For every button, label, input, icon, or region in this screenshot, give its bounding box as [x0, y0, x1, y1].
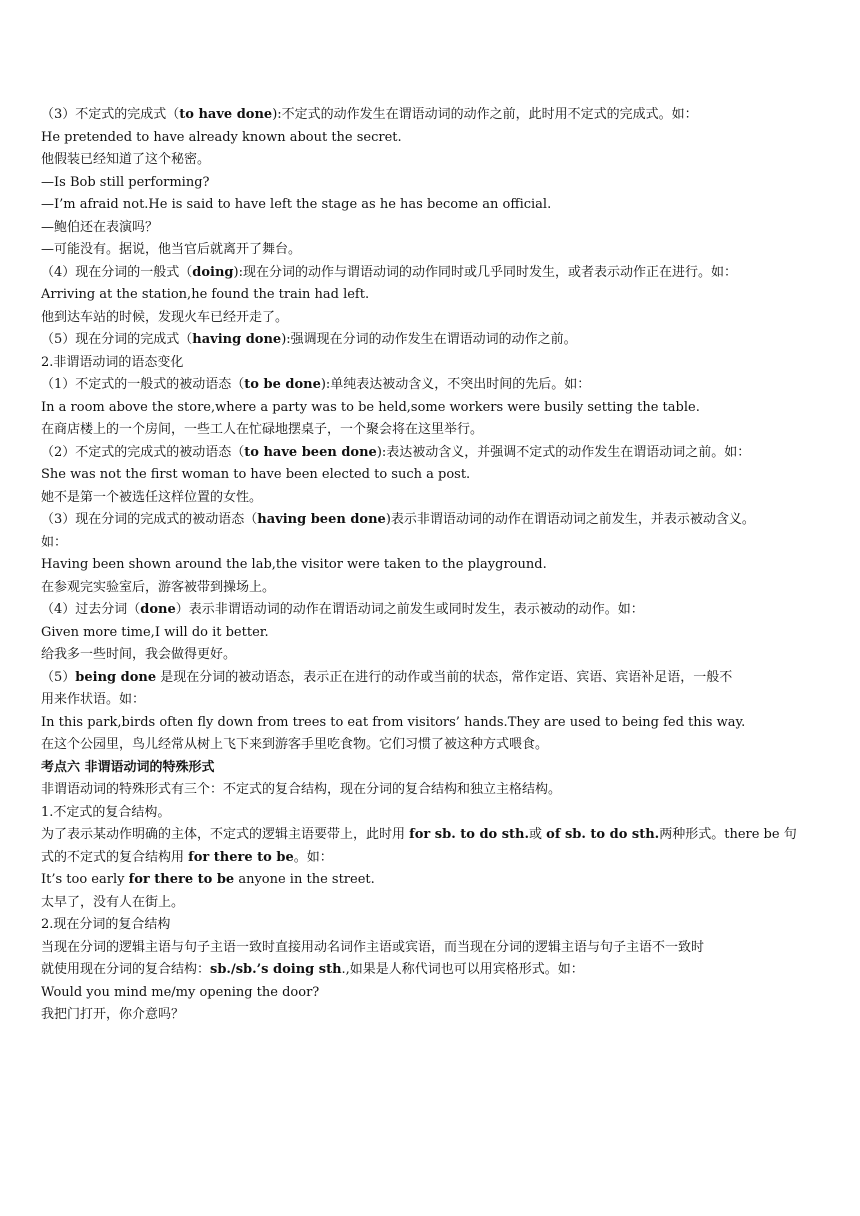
text-segment: （4）过去分词（	[41, 602, 141, 617]
text-segment: 如：	[41, 534, 68, 550]
text-segment: —I’m afraid not.He is said to have left the stage as he has become an official.	[41, 197, 552, 212]
bold-term: doing	[192, 264, 234, 280]
bold-term: sb./sb.’s doing sth	[210, 962, 342, 977]
text-segment: In this park,birds often fly down from trees to eat from visitors’ hands.They are used to being fed this way.	[41, 714, 746, 730]
text-line	[41, 914, 821, 937]
text-line	[41, 464, 821, 487]
text-line	[41, 352, 821, 375]
text-line	[41, 757, 821, 780]
text-line	[41, 554, 821, 577]
text-line	[41, 667, 821, 690]
text-segment: ）表示非谓语动词的动作在谓语动词之前发生或同时发生，表示被动的动作。如：	[175, 602, 644, 617]
text-segment: 两种形式。there be 句	[659, 827, 797, 842]
bold-term: of sb. to do sth.	[546, 827, 660, 842]
text-segment: .,如果是人称代词也可以用宾格形式。如：	[341, 962, 584, 977]
text-line	[41, 532, 821, 555]
text-segment: 在参观完实验室后，游客被带到操场上。	[41, 579, 276, 595]
text-segment: She was not the first woman to have been elected to such a post.	[41, 467, 471, 482]
bold-term: for there to be	[188, 849, 294, 865]
text-segment: 式的不定式的复合结构用	[41, 849, 189, 865]
text-line	[41, 374, 821, 397]
text-segment: 在商店楼上的一个房间，一些工人在忙碌地摆桌子，一个聚会将在这里举行。	[41, 422, 484, 437]
text-line	[41, 802, 821, 825]
text-line	[41, 622, 821, 645]
text-line	[41, 892, 821, 915]
text-segment: 她不是第一个被选任这样位置的女性。	[41, 489, 263, 505]
text-segment: He pretended to have already known about the secret.	[41, 129, 402, 145]
bold-term: having done	[192, 332, 282, 347]
text-line	[41, 442, 821, 465]
text-segment: In a room above the store,where a party was to be held,some workers were busily setting the table.	[41, 399, 700, 415]
text-line	[41, 172, 821, 195]
text-line	[41, 419, 821, 442]
text-line	[41, 307, 821, 330]
text-segment: （5）现在分词的完成式（	[41, 332, 193, 347]
text-segment: 当现在分词的逻辑主语与句子主语一致时直接用动名词作主语或宾语，而当现在分词的逻辑主语与句子主语不一致时	[41, 939, 705, 955]
document-body	[41, 104, 821, 1027]
text-line	[41, 869, 821, 892]
text-line	[41, 824, 821, 847]
text-segment: ):现在分词的动作与谓语动词的动作同时或几乎同时发生，或者表示动作正在进行。如：	[233, 264, 737, 280]
text-segment: 非谓语动词的特殊形式有三个：不定式的复合结构，现在分词的复合结构和独立主格结构。	[41, 782, 562, 797]
text-segment: 用来作状语。如：	[41, 692, 146, 707]
text-line	[41, 1004, 821, 1027]
text-segment: 给我多一些时间，我会做得更好。	[41, 647, 237, 662]
text-segment: 就使用现在分词的复合结构：	[41, 962, 211, 977]
text-segment: ):表达被动含义，并强调不定式的动作发生在谓语动词之前。如：	[376, 444, 751, 460]
text-segment: Having been shown around the lab,the visitor were taken to the playground.	[41, 557, 547, 572]
text-line	[41, 149, 821, 172]
text-segment: ):不定式的动作发生在谓语动词的动作之前，此时用不定式的完成式。如：	[272, 107, 698, 122]
text-line	[41, 577, 821, 600]
text-segment: 2.非谓语动词的语态变化	[41, 354, 184, 370]
text-line	[41, 959, 821, 982]
text-line	[41, 937, 821, 960]
text-line	[41, 644, 821, 667]
text-segment: 1.不定式的复合结构。	[41, 804, 171, 820]
text-segment: Arriving at the station,he found the train had left.	[41, 287, 370, 302]
bold-term: to have been done	[244, 444, 377, 460]
text-line	[41, 847, 821, 870]
text-segment: Would you mind me/my opening the door?	[41, 984, 320, 1000]
text-line	[41, 239, 821, 262]
text-line	[41, 712, 821, 735]
text-segment: 。如：	[293, 849, 333, 865]
text-segment: 我把门打开，你介意吗？	[41, 1007, 185, 1022]
text-line	[41, 217, 821, 240]
text-segment: 太早了，没有人在街上。	[41, 894, 185, 910]
text-line	[41, 779, 821, 802]
text-segment: （5）	[41, 669, 76, 685]
text-line	[41, 329, 821, 352]
text-segment: It’s too early	[41, 872, 129, 887]
text-line	[41, 509, 821, 532]
bold-term: done	[140, 602, 176, 617]
text-segment: )表示非谓语动词的动作在谓语动词之前发生，并表示被动含义。	[385, 512, 755, 527]
text-segment: （4）现在分词的一般式（	[41, 264, 193, 280]
text-segment: 在这个公园里，鸟儿经常从树上飞下来到游客手里吃食物。它们习惯了被这种方式喂食。	[41, 737, 549, 752]
text-line	[41, 284, 821, 307]
text-segment: 是现在分词的被动语态，表示正在进行的动作或当前的状态，常作定语、宾语、宾语补足语，一般不	[156, 669, 733, 685]
text-segment: 为了表示某动作明确的主体，不定式的逻辑主语要带上，此时用	[41, 827, 410, 842]
text-segment: Given more time,I will do it better.	[41, 624, 269, 640]
text-line	[41, 487, 821, 510]
text-segment: 或	[529, 827, 547, 842]
text-line	[41, 689, 821, 712]
text-segment: 他假装已经知道了这个秘密。	[41, 152, 211, 167]
text-segment: —Is Bob still performing?	[41, 174, 210, 190]
bold-term: to be done	[244, 377, 321, 392]
text-segment: ):单纯表达被动含义，不突出时间的先后。如：	[320, 377, 591, 392]
text-line	[41, 397, 821, 420]
text-line	[41, 104, 821, 127]
bold-term: 考点六 非谓语动词的特殊形式	[41, 759, 215, 775]
text-line	[41, 982, 821, 1005]
text-segment: 2.现在分词的复合结构	[41, 917, 171, 932]
text-segment: —可能没有。据说，他当官后就离开了舞台。	[41, 242, 302, 257]
bold-term: to have done	[179, 107, 273, 122]
text-line	[41, 262, 821, 285]
text-line	[41, 127, 821, 150]
text-line	[41, 599, 821, 622]
text-line	[41, 194, 821, 217]
text-segment: anyone in the street.	[234, 872, 375, 887]
text-segment: （1）不定式的一般式的被动语态（	[41, 377, 245, 392]
text-segment: （3）不定式的完成式（	[41, 107, 180, 122]
bold-term: being done	[75, 669, 157, 685]
text-segment: （3）现在分词的完成式的被动语态（	[41, 512, 258, 527]
text-segment: —鲍伯还在表演吗？	[41, 219, 159, 235]
bold-term: having been done	[257, 512, 386, 527]
text-segment: 他到达车站的时候，发现火车已经开走了。	[41, 309, 289, 325]
text-line	[41, 734, 821, 757]
bold-term: for sb. to do sth.	[409, 827, 530, 842]
text-segment: （2）不定式的完成式的被动语态（	[41, 444, 245, 460]
bold-term: for there to be	[128, 872, 235, 887]
text-segment: ):强调现在分词的动作发生在谓语动词的动作之前。	[281, 332, 577, 347]
